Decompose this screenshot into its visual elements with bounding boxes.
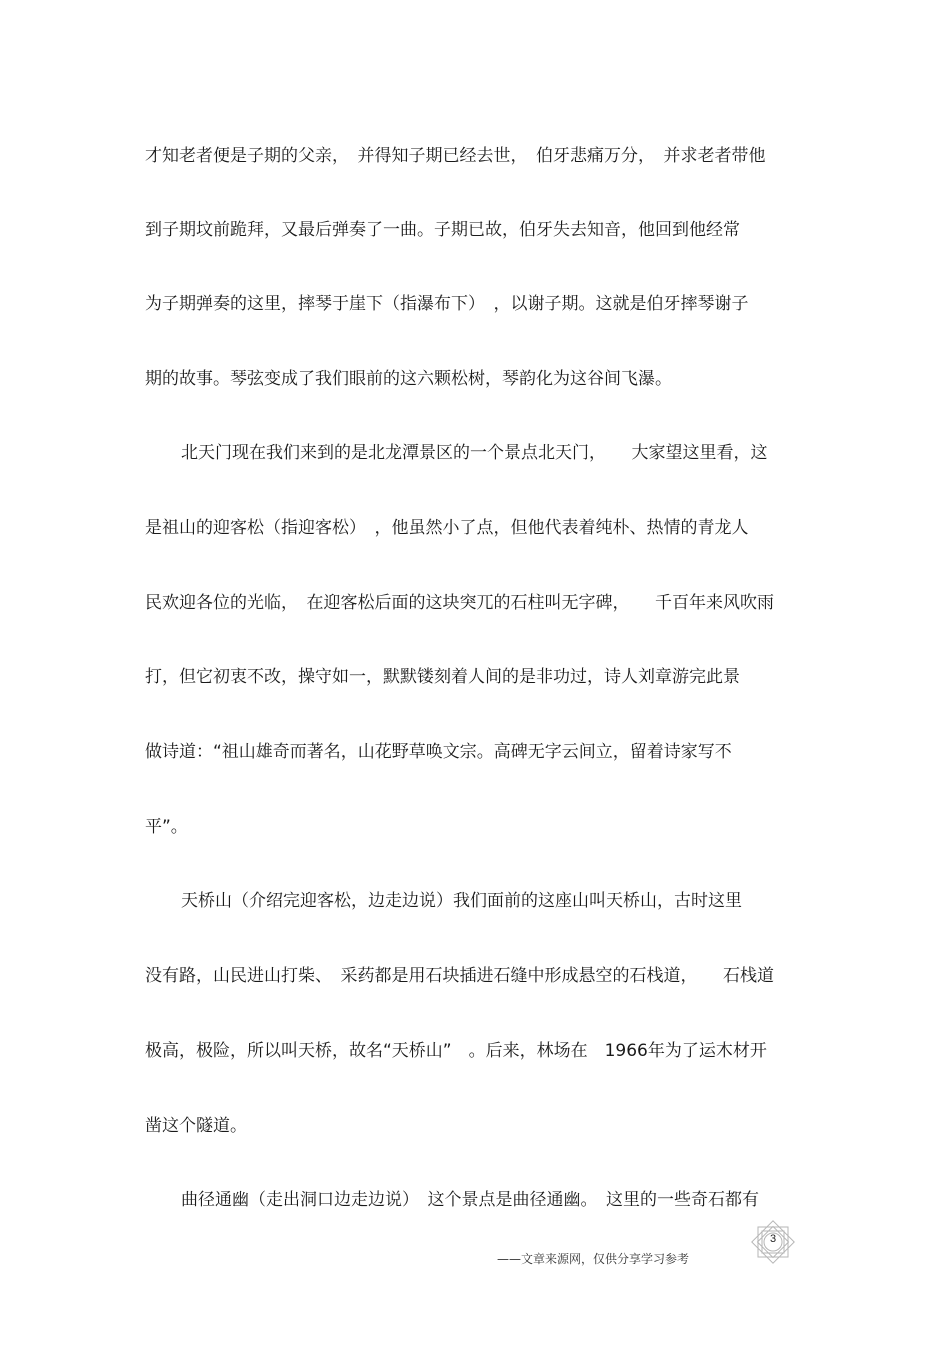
paragraph-start-line: 北天门现在我们来到的是北龙潭景区的一个景点北天门， 大家望这里看，这 bbox=[181, 443, 768, 463]
text-line: 做诗道：“祖山雄奇而著名，山花野草唤文宗。高碑无字云间立，留着诗家写不 bbox=[145, 742, 732, 762]
footer-source-note: ——文章来源网，仅供分享学习参考 bbox=[497, 1252, 690, 1266]
text-line: 为子期弹奏的这里，摔琴于崖下（指瀑布下） ，以谢子期。这就是伯牙摔琴谢子 bbox=[145, 294, 749, 314]
page-number: 3 bbox=[769, 1233, 777, 1245]
text-line: 凿这个隧道。 bbox=[145, 1116, 247, 1136]
text-line: 平”。 bbox=[145, 817, 188, 837]
paragraph-start-line: 天桥山（介绍完迎客松，边走边说）我们面前的这座山叫天桥山，古时这里 bbox=[181, 891, 742, 911]
text-line: 期的故事。琴弦变成了我们眼前的这六颗松树，琴韵化为这谷间飞瀑。 bbox=[145, 369, 672, 389]
text-line: 到子期坟前跪拜，又最后弹奏了一曲。子期已故，伯牙失去知音，他回到他经常 bbox=[145, 220, 740, 240]
text-line: 没有路，山民进山打柴、 采药都是用石块插进石缝中形成悬空的石栈道， 石栈道 bbox=[145, 966, 774, 986]
text-line: 才知老者便是子期的父亲， 并得知子期已经去世， 伯牙悲痛万分， 并求老者带他 bbox=[145, 146, 766, 166]
page-number-badge bbox=[749, 1218, 797, 1266]
text-line: 是祖山的迎客松（指迎客松） ，他虽然小了点，但他代表着纯朴、热情的青龙人 bbox=[145, 518, 749, 538]
text-line: 极高，极险，所以叫天桥，故名“天桥山” 。后来，林场在 1966年为了运木材开 bbox=[145, 1041, 767, 1061]
text-line: 打，但它初衷不改，操守如一，默默镂刻着人间的是非功过，诗人刘章游完此景 bbox=[145, 667, 740, 687]
text-line: 民欢迎各位的光临， 在迎客松后面的这块突兀的石柱叫无字碑， 千百年来风吹雨 bbox=[145, 593, 774, 613]
paragraph-start-line: 曲径通幽（走出洞口边走边说） 这个景点是曲径通幽。 这里的一些奇石都有 bbox=[181, 1190, 759, 1210]
